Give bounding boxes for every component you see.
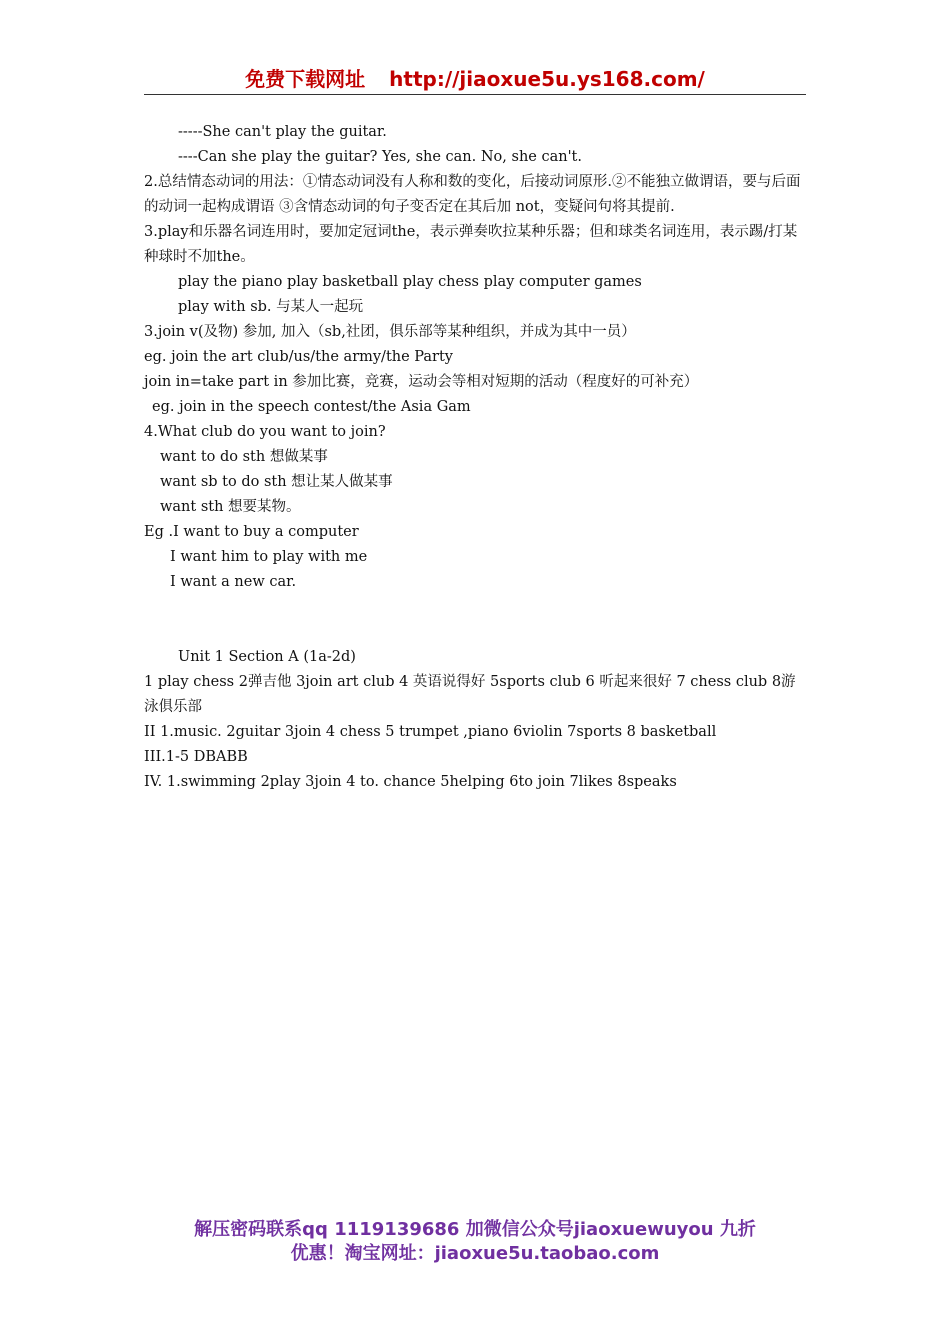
answer-part-1: 1 play chess 2弹吉他 3join art club 4 英语说得好 5sports club 6 听起来很好 7 chess club 8游泳俱乐部 [144,674,796,715]
want-phrase-3: want sth 想要某物。 [160,499,301,515]
dialogue-line-1: -----She can't play the guitar. [178,124,387,140]
want-example-3: I want a new car. [170,574,297,590]
want-phrase-1: want to do sth 想做某事 [160,449,328,465]
join-example: eg. join the art club/us/the army/the Party [144,349,454,365]
page-footer [144,1218,806,1266]
dialogue-line-2: ----Can she play the guitar? Yes, she can. No, she can't. [178,149,582,165]
page-header [144,64,806,95]
answer-part-3: III.1-5 DBABB [144,749,248,765]
want-phrase-2: want sb to do sth 想让某人做某事 [160,474,393,490]
section-spacer [144,595,808,645]
want-example-1: Eg .I want to buy a computer [144,524,359,540]
document-body [144,120,808,795]
want-heading: 4.What club do you want to join? [144,424,386,440]
want-example-2: I want him to play with me [170,549,368,565]
join-in-example: eg. join in the speech contest/the Asia Gam [152,399,471,415]
play-examples: play the piano play basketball play chess play computer games [178,274,642,290]
join-heading: 3.join v(及物) 参加, 加入（sb,社团，俱乐部等某种组织，并成为其中一员） [144,324,636,340]
play-with-phrase: play with sb. 与某人一起玩 [178,299,364,315]
answer-part-2: II 1.music. 2guitar 3join 4 chess 5 trumpet ,piano 6violin 7sports 8 basketball [144,724,717,740]
header-url-link[interactable]: http://jiaoxue5u.ys168.com/ [389,67,705,91]
answer-part-4: IV. 1.swimming 2play 3join 4 to. chance 5helping 6to join 7likes 8speaks [144,774,677,790]
play-rule: 3.play和乐器名词连用时，要加定冠词the，表示弹奏吹拉某种乐器；但和球类名词连用，表示踢/打某种球时不加the。 [144,224,798,265]
answer-section-title: Unit 1 Section A (1a-2d) [178,649,356,665]
modal-verb-rule: 2.总结情态动词的用法：①情态动词没有人称和数的变化，后接动词原形.②不能独立做谓语，要与后面的动词一起构成谓语 ③含情态动词的句子变否定在其后加 not，变疑问句将其提前. [144,174,801,215]
footer-line-1: 解压密码联系qq 1119139686 加微信公众号jiaoxuewuyou 九折 [194,1219,756,1240]
footer-line-2: 优惠！淘宝网址：jiaoxue5u.taobao.com [290,1243,660,1264]
join-in-rule: join in=take part in 参加比赛，竞赛，运动会等相对短期的活动（程度好的可补充） [144,374,699,390]
header-label: 免费下载网址 [245,67,366,91]
